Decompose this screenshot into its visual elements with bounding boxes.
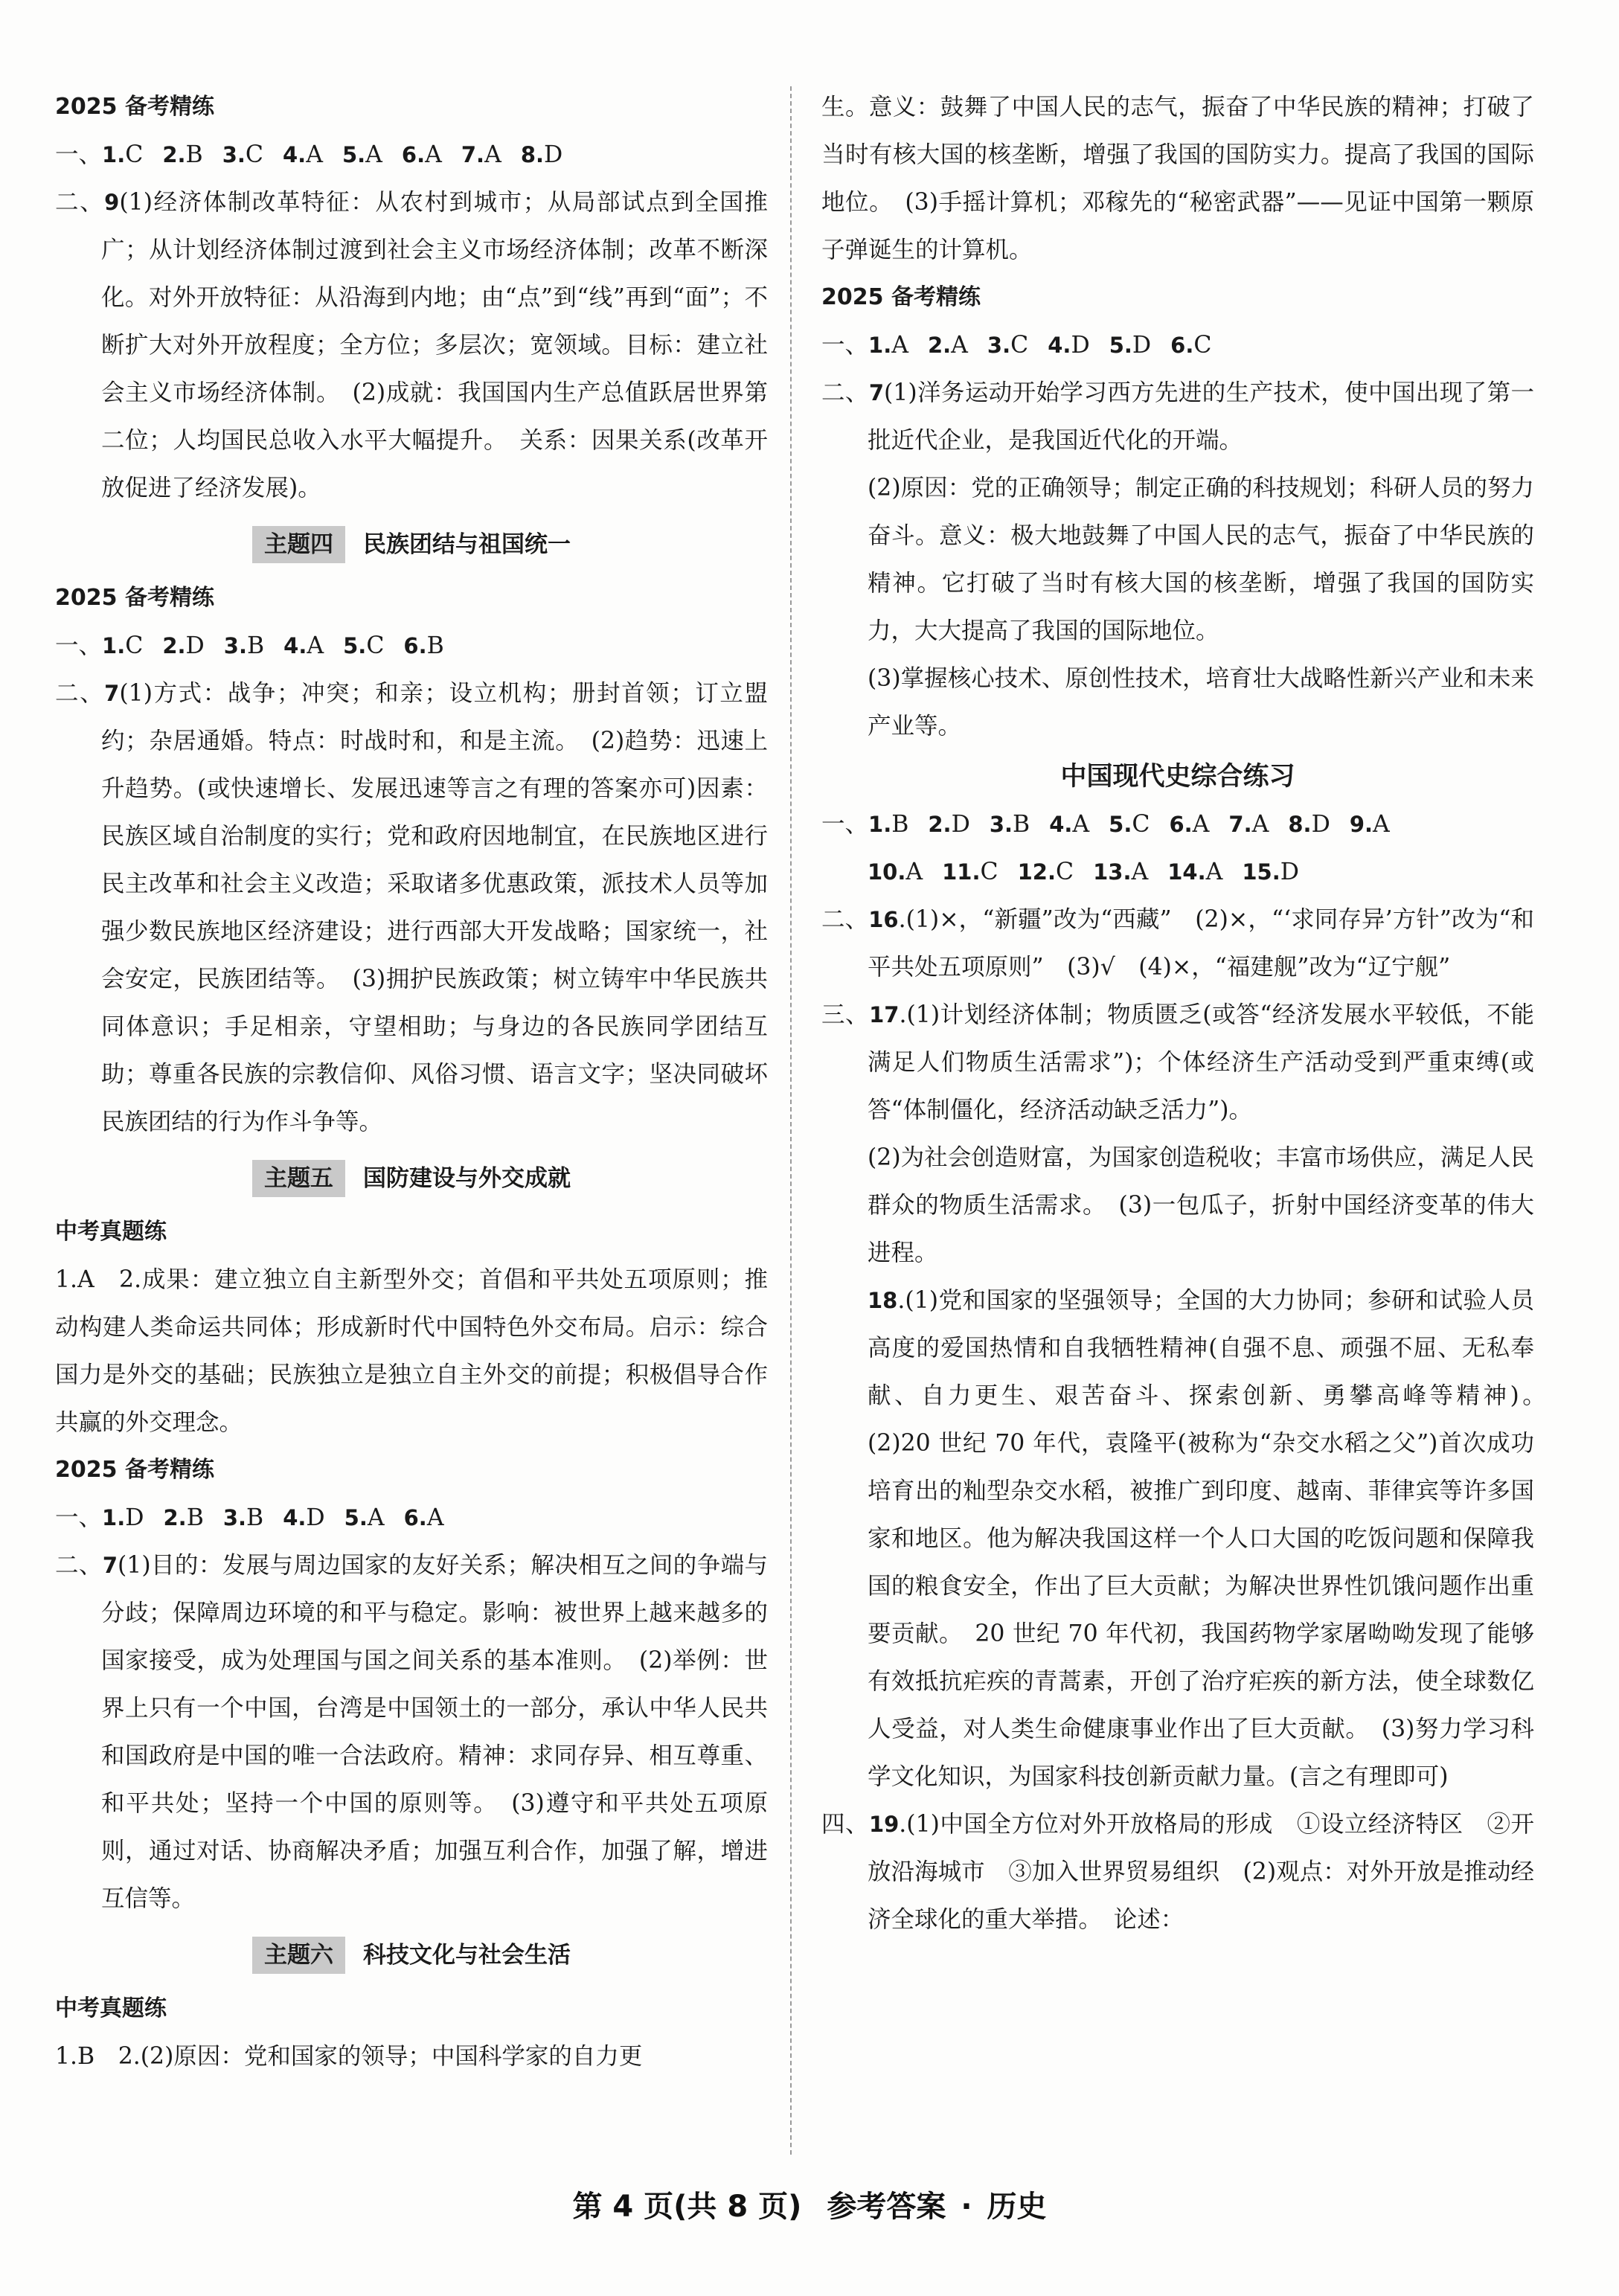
- mc-answer: [283, 1494, 324, 1542]
- mc-answer-letter: A: [425, 141, 442, 168]
- mc-answer-letter: A: [951, 332, 968, 359]
- mc-question-number: 3.: [222, 142, 246, 167]
- mc-answer: [283, 131, 323, 179]
- mc-question-number: 2.: [162, 633, 186, 658]
- mc-answer: [1018, 848, 1074, 896]
- answer-paragraph: 二、7(1)方式：战争；冲突；和亲；设立机构；册封首领；订立盟约；杂居通婚。特点：时战时和，和是主流。 (2)趋势：迅速上升趋势。(或快速增长、发展迅速等言之有理的答案亦可)因素：民族区域自治制度的实行；党和政府因地制宜，在民族地区进行民主改革和社会主义改造；采取诸多优惠政策，派技术人员等加强少数民族地区经济建设；进行西部大开发战略；国家统一，社会安定，民族团结等。 (3)拥护民族政策；树立铸牢中华民族共同体意识；手足相亲，守望相助；与身边的各民族同学团结互助；尊重各民族的宗教信仰、风俗习惯、语言文字；坚决同破坏民族团结的行为作斗争等。: [55, 680, 768, 1135]
- mc-answer-letter: D: [185, 632, 205, 659]
- answer-paragraph: 四、19.(1)中国全方位对外开放格局的形成 ①设立经济特区 ②开放沿海城市 ③加入世界贸易组织 (2)观点：对外开放是推动经济全球化的重大举措。 论述：: [821, 1811, 1534, 1933]
- section-label: 2025 备考精练: [55, 1457, 214, 1483]
- mc-answer: [223, 1494, 263, 1542]
- mc-answer: [1109, 801, 1150, 848]
- mc-question-number: 5.: [342, 142, 366, 167]
- section-title: 中国现代史综合练习: [1060, 762, 1295, 792]
- mc-answer: [162, 131, 202, 179]
- mc-question-number: 3.: [989, 812, 1013, 837]
- topic-badge: 主题六: [252, 1937, 345, 1974]
- mc-question-number: 4.: [283, 142, 307, 167]
- footer-title: 参考答案: [827, 2190, 946, 2224]
- mc-question-number: 6.: [1169, 812, 1193, 837]
- topic-title: 国防建设与外交成就: [363, 1165, 571, 1192]
- mc-answer-letter: C: [125, 141, 144, 168]
- mc-answer: [222, 131, 263, 179]
- mc-answer: [942, 848, 998, 896]
- mc-answer-row: [55, 622, 768, 670]
- mc-question-number: 7.: [461, 142, 485, 167]
- answer-paragraph: 生。意义：鼓舞了中国人民的志气，振奋了中华民族的精神；打破了当时有核大国的核垄断，增强了我国的国防实力。提高了我国的国际地位。 (3)手摇计算机；邓稼先的“秘密武器”——见证中国第一颗原子弹诞生的计算机。: [821, 94, 1534, 263]
- mc-answer-letter: D: [1132, 332, 1152, 359]
- section-prefix: 一、: [55, 141, 103, 168]
- mc-question-number: 8.: [1288, 812, 1312, 837]
- mc-answer: [1109, 321, 1151, 369]
- topic-title: 科技文化与社会生活: [363, 1942, 571, 1969]
- mc-answer-letter: A: [306, 141, 323, 168]
- mc-answer-row: [821, 801, 1534, 848]
- mc-answer: [344, 1494, 385, 1542]
- mc-answer: [461, 131, 501, 179]
- mc-answer-letter: D: [1071, 332, 1090, 359]
- mc-question-number: 2.: [163, 1505, 187, 1530]
- mc-answer: [990, 801, 1030, 848]
- mc-answer-row: [821, 321, 1534, 369]
- mc-answer: [404, 1494, 444, 1542]
- mc-answer-letter: A: [905, 859, 923, 885]
- question-number: 17: [869, 1002, 900, 1027]
- question-number: 7: [102, 1553, 118, 1578]
- mc-answer-letter: B: [185, 141, 203, 168]
- mc-answer: [1048, 321, 1089, 369]
- question-number: 18: [868, 1288, 898, 1313]
- topic-badge: 主题四: [252, 526, 345, 563]
- answer-paragraph: 18.(1)党和国家的坚强领导；全国的大力协同；参研和试验人员高度的爱国热情和自我牺牲精神(自强不息、顽强不屈、无私奉献、自力更生、艰苦奋斗、探索创新、勇攀高峰等精神)。 (2)20 世纪 70 年代，袁隆平(被称为“杂交水稻之父”)首次成功培育出的籼型杂交水稻，被推广到印度、越南、菲律宾等许多国家和地区。他为解决我国这样一个人口大国的吃饭问题和保障我国的粮食安全，作出了巨大贡献；为解决世界性饥饿问题作出重要贡献。 20 世纪 70 年代初，我国药物学家屠呦呦发现了能够有效抵抗疟疾的青蒿素，开创了治疗疟疾的新方法，使全球数亿人受益，对人类生命健康事业作出了巨大贡献。 (3)努力学习科学文化知识，为国家科技创新贡献力量。(言之有理即可): [868, 1287, 1558, 1790]
- mc-question-number: 9.: [1349, 812, 1373, 837]
- mc-question-number: 3.: [987, 333, 1011, 358]
- mc-answer: [928, 801, 969, 848]
- mc-question-number: 5.: [344, 1505, 368, 1530]
- answer-paragraph: (3)掌握核心技术、原创性技术，培育壮大战略性新兴产业和未来产业等。: [868, 665, 1534, 740]
- mc-question-number: 11.: [942, 859, 981, 885]
- page-footer: [0, 2183, 1619, 2225]
- mc-answer-letter: C: [366, 632, 385, 659]
- mc-answer-letter: B: [247, 632, 265, 659]
- mc-answer: [342, 131, 382, 179]
- mc-answer: [162, 622, 204, 670]
- answer-paragraph: (2)原因：党的正确领导；制定正确的科技规划；科研人员的努力奋斗。意义：极大地鼓舞了中国人民的志气，振奋了中华民族的精神。它打破了当时有核大国的核垄断，增强了我国的国防实力，大大提高了我国的国际地位。: [868, 475, 1534, 644]
- section-label: 中考真题练: [55, 1995, 167, 2021]
- question-number: 9: [104, 190, 120, 215]
- right-column: [821, 83, 1558, 1943]
- mc-question-number: 5.: [1109, 333, 1132, 358]
- mc-answer-letter: A: [1072, 811, 1090, 838]
- mc-question-number: 5.: [343, 633, 367, 658]
- mc-answer: [1228, 801, 1269, 848]
- mc-question-number: 2.: [928, 812, 952, 837]
- mc-question-number: 15.: [1242, 859, 1280, 885]
- mc-answer: [102, 1494, 144, 1542]
- question-number: 19: [868, 1812, 900, 1837]
- mc-answer-letter: B: [426, 632, 444, 659]
- mc-question-number: 4.: [1049, 812, 1073, 837]
- mc-answer: [868, 801, 908, 848]
- mc-question-number: 1.: [868, 333, 892, 358]
- mc-answer: [928, 321, 968, 369]
- mc-answer: [1350, 801, 1390, 848]
- mc-answer: [521, 131, 562, 179]
- mc-answer: [283, 622, 324, 670]
- mc-answer-letter: A: [1131, 859, 1149, 885]
- mc-answer: [1049, 801, 1089, 848]
- mc-question-number: 14.: [1167, 859, 1206, 885]
- answer-paragraph: 1.A 2.成果：建立独立自主新型外交；首倡和平共处五项原则；推动构建人类命运共同体；形成新时代中国特色外交布局。启示：综合国力是外交的基础；民族独立是独立自主外交的前提；积极倡导合作共赢的外交理念。: [55, 1266, 768, 1436]
- mc-answer: [1169, 801, 1209, 848]
- mc-question-number: 6.: [403, 633, 427, 658]
- mc-answer: [868, 848, 923, 896]
- mc-answer: [224, 622, 264, 670]
- mc-question-number: 2.: [162, 142, 186, 167]
- mc-answer: [1170, 321, 1211, 369]
- mc-answer: [402, 131, 442, 179]
- answer-paragraph: (2)为社会创造财富，为国家创造税收；丰富市场供应，满足人民群众的物质生活需求。 (3)一包瓜子，折射中国经济变革的伟大进程。: [868, 1144, 1534, 1266]
- answer-paragraph: 二、7(1)洋务运动开始学习西方先进的生产技术，使中国出现了第一批近代企业，是我国近代化的开端。: [821, 379, 1534, 454]
- mc-answer: [1242, 848, 1299, 896]
- column-divider: [790, 86, 792, 2155]
- section-prefix: 一、: [821, 332, 869, 359]
- mc-question-number: 12.: [1017, 859, 1056, 885]
- answer-paragraph: 二、9(1)经济体制改革特征：从农村到城市；从局部试点到全国推广；从计划经济体制过渡到社会主义市场经济体制；改革不断深化。对外开放特征：从沿海到内地；由“点”到“线”再到“面”；不断扩大对外开放程度；全方位；多层次；宽领域。目标：建立社会主义市场经济体制。 (2)成就：我国国内生产总值跃居世界第二位；人均国民总收入水平大幅提升。 关系：因果关系(改革开放促进了经济发展)。: [55, 189, 768, 501]
- mc-question-number: 1.: [102, 633, 126, 658]
- section-prefix: 一、: [55, 632, 103, 659]
- question-number: 7: [104, 681, 120, 706]
- mc-answer: [1093, 848, 1148, 896]
- mc-answer-letter: C: [980, 859, 998, 885]
- mc-answer-letter: C: [1132, 811, 1150, 838]
- mc-answer: [403, 622, 443, 670]
- mc-answer-letter: A: [1251, 811, 1269, 838]
- section-label: 中考真题练: [55, 1219, 167, 1245]
- mc-answer: [987, 321, 1028, 369]
- question-number: 7: [868, 380, 884, 405]
- mc-answer-letter: A: [365, 141, 382, 168]
- mc-question-number: 6.: [403, 1505, 427, 1530]
- mc-question-number: 6.: [1170, 333, 1194, 358]
- mc-answer-letter: B: [1013, 811, 1030, 838]
- mc-answer-letter: D: [125, 1504, 144, 1531]
- mc-question-number: 1.: [102, 142, 126, 167]
- mc-answer: [102, 131, 143, 179]
- question-number: 16: [868, 907, 899, 932]
- mc-answer-letter: B: [246, 1504, 264, 1531]
- mc-answer-letter: D: [951, 811, 970, 838]
- footer-subject: 历史: [987, 2190, 1047, 2224]
- mc-question-number: 4.: [1048, 333, 1071, 358]
- footer-dot: ·: [961, 2190, 972, 2224]
- section-label: 2025 备考精练: [55, 585, 214, 611]
- mc-answer-letter: C: [1055, 859, 1074, 885]
- topic-heading: [55, 521, 768, 568]
- mc-question-number: 1.: [102, 1505, 126, 1530]
- answer-paragraph: 三、17.(1)计划经济体制；物质匮乏(或答“经济发展水平较低，不能满足人们物质生活需求”)；个体经济生产活动受到严重束缚(或答“体制僵化，经济活动缺乏活力”)。: [821, 1001, 1534, 1123]
- mc-answer-row: [55, 131, 768, 179]
- mc-answer-letter: A: [307, 632, 324, 659]
- mc-answer-letter: B: [891, 811, 909, 838]
- mc-question-number: 13.: [1093, 859, 1132, 885]
- topic-heading: [55, 1931, 768, 1979]
- mc-answer: [163, 1494, 203, 1542]
- section-prefix: 一、: [55, 1504, 103, 1531]
- mc-question-number: 6.: [401, 142, 426, 167]
- mc-question-number: 4.: [283, 633, 307, 658]
- mc-answer-letter: A: [1205, 859, 1223, 885]
- mc-question-number: 5.: [1109, 812, 1132, 837]
- page-number: 第 4 页(共 8 页): [572, 2190, 802, 2224]
- mc-answer: [1288, 801, 1330, 848]
- topic-heading: [55, 1155, 768, 1202]
- mc-answer: [868, 321, 908, 369]
- mc-answer-letter: D: [544, 141, 563, 168]
- mc-answer-letter: A: [484, 141, 501, 168]
- mc-answer-letter: C: [1010, 332, 1029, 359]
- mc-answer-row: [55, 1494, 768, 1542]
- mc-answer: [102, 622, 143, 670]
- topic-title: 民族团结与祖国统一: [363, 531, 571, 558]
- mc-answer-letter: D: [306, 1504, 325, 1531]
- mc-question-number: 1.: [868, 812, 892, 837]
- section-label: 2025 备考精练: [821, 284, 981, 310]
- mc-answer-letter: C: [245, 141, 263, 168]
- mc-answer-letter: C: [1193, 332, 1212, 359]
- mc-question-number: 3.: [222, 1505, 247, 1530]
- mc-answer-letter: C: [125, 632, 144, 659]
- mc-answer-letter: D: [1280, 859, 1299, 885]
- mc-answer-row: [821, 848, 1534, 896]
- mc-answer-letter: D: [1311, 811, 1330, 838]
- mc-answer: [1167, 848, 1222, 896]
- mc-question-number: 7.: [1228, 812, 1252, 837]
- mc-answer-letter: B: [186, 1504, 204, 1531]
- answer-paragraph: 1.B 2.(2)原因：党和国家的领导；中国科学家的自力更: [55, 2043, 643, 2070]
- answer-paragraph: 二、7(1)目的：发展与周边国家的友好关系；解决相互之间的争端与分歧；保障周边环境的和平与稳定。影响：被世界上越来越多的国家接受，成为处理国与国之间关系的基本准则。 (2)举例：世界上只有一个中国，台湾是中国领土的一部分，承认中华人民共和国政府是中国的唯一合法政府。精神：求同存异、相互尊重、和平共处；坚持一个中国的原则等。 (3)遵守和平共处五项原则，通过对话、协商解决矛盾；加强互利合作，加强了解，增进互信等。: [55, 1552, 768, 1912]
- mc-answer-letter: A: [891, 332, 908, 359]
- mc-answer-letter: A: [1373, 811, 1390, 838]
- mc-answer-letter: A: [367, 1504, 385, 1531]
- mc-answer-letter: A: [426, 1504, 444, 1531]
- left-column: [55, 83, 768, 2080]
- topic-badge: 主题五: [252, 1160, 345, 1197]
- mc-question-number: 3.: [223, 633, 247, 658]
- mc-question-number: 8.: [520, 142, 545, 167]
- section-label: 2025 备考精练: [55, 94, 214, 120]
- mc-question-number: 2.: [927, 333, 952, 358]
- answer-paragraph: 二、16.(1)×，“新疆”改为“西藏” (2)×，“‘求同存异’方针”改为“和平共处五项原则” (3)√ (4)×，“福建舰”改为“辽宁舰”: [821, 906, 1534, 981]
- section-prefix: 一、: [821, 811, 869, 838]
- mc-question-number: 4.: [283, 1505, 307, 1530]
- mc-answer: [343, 622, 384, 670]
- mc-answer-letter: A: [1192, 811, 1210, 838]
- mc-question-number: 10.: [868, 859, 906, 885]
